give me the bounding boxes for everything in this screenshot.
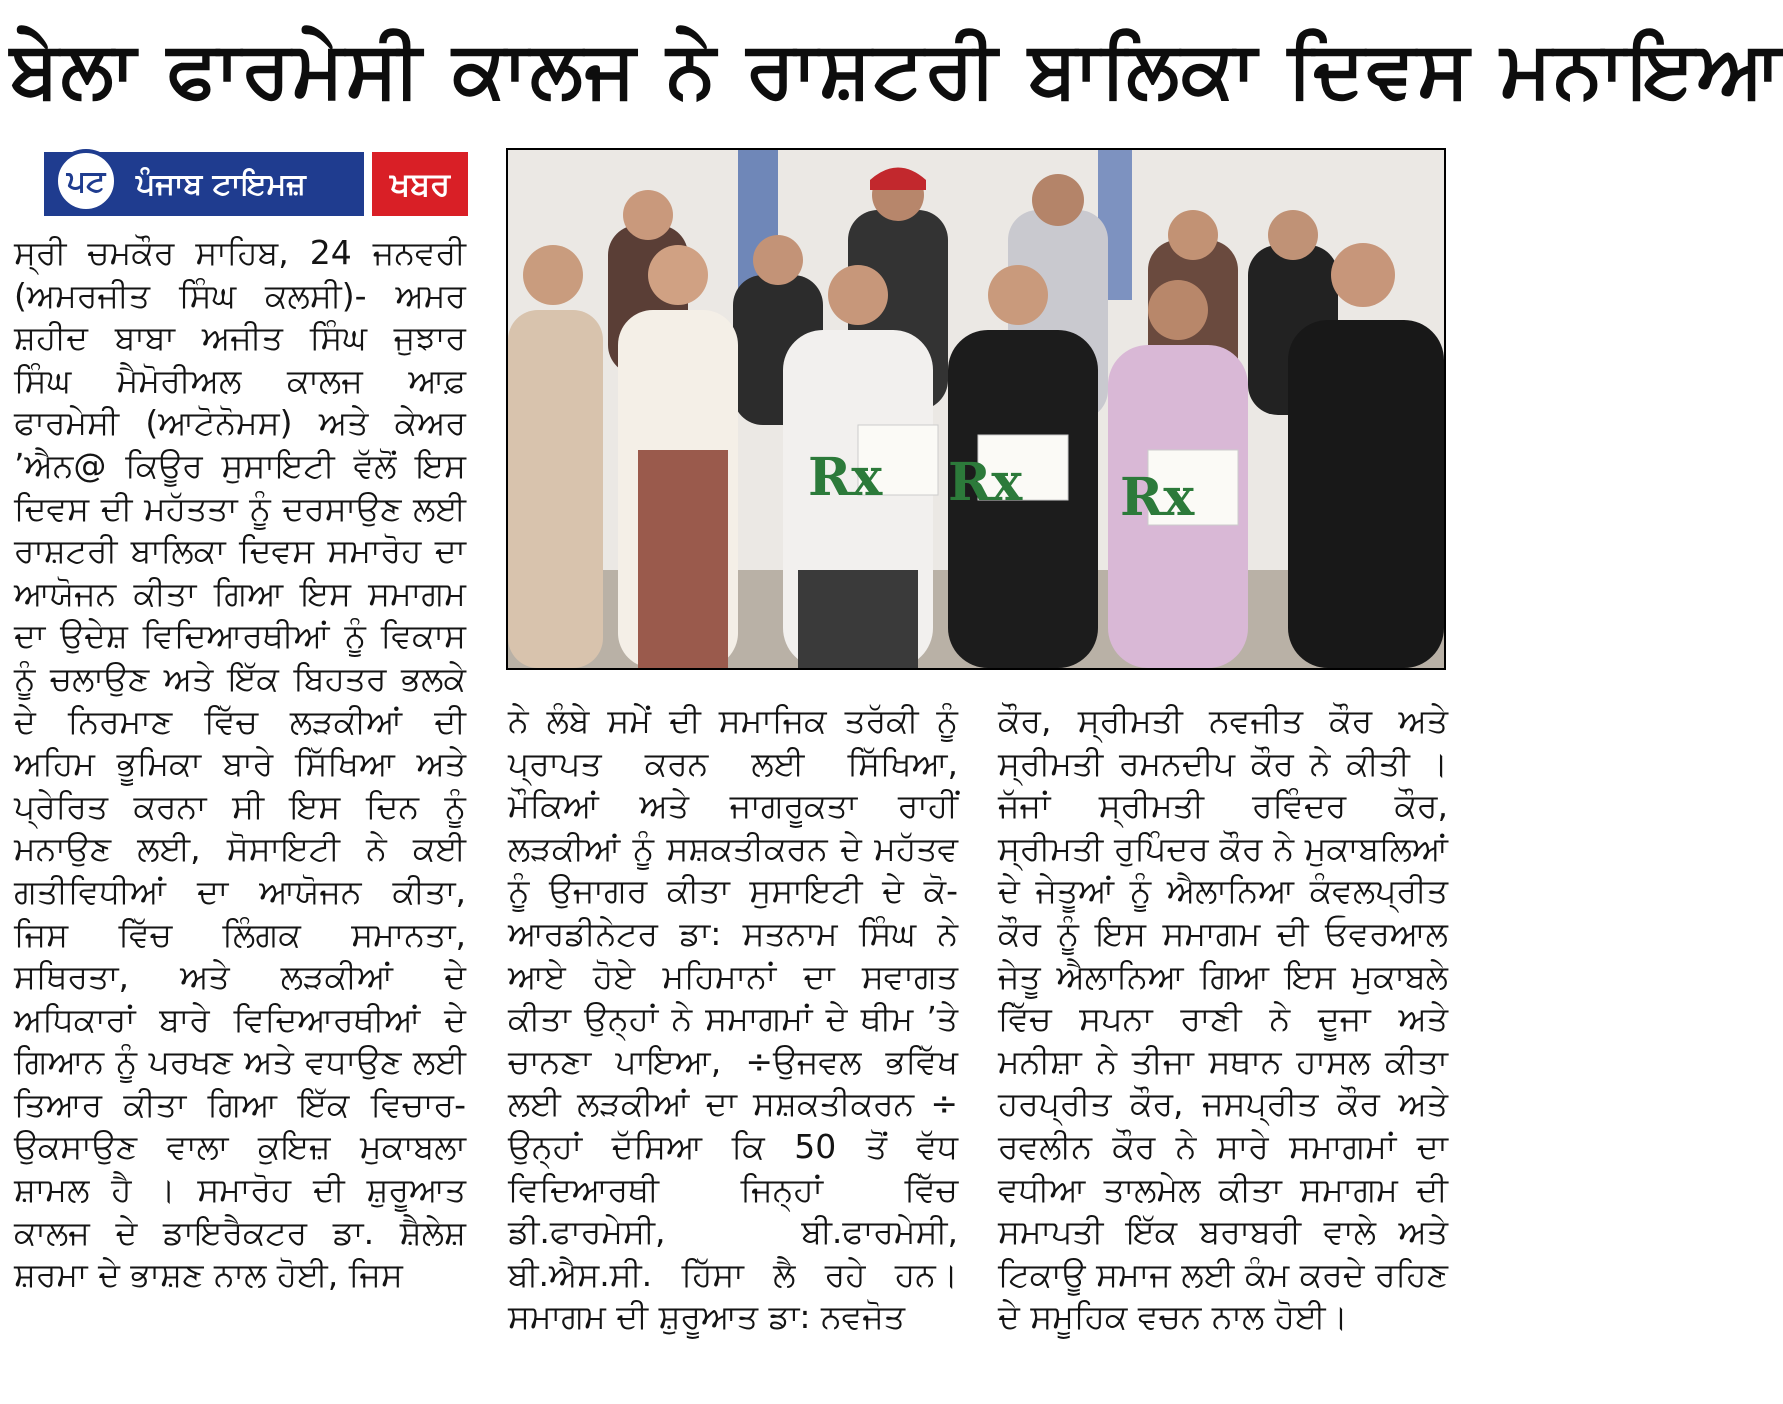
- news-tag: ਖਬਰ: [372, 152, 468, 216]
- group-photo: [506, 148, 1446, 670]
- article-column-1: ਸ੍ਰੀ ਚਮਕੌਰ ਸਾਹਿਬ, 24 ਜਨਵਰੀ (ਅਮਰਜੀਤ ਸਿੰਘ ਕਲਸੀ)- ਅਮਰ ਸ਼ਹੀਦ ਬਾਬਾ ਅਜੀਤ ਸਿੰਘ ਜੁਝਾਰ ਸਿੰਘ ਮੈਮੋਰੀਅਲ ਕਾਲਜ ਆਫ਼ ਫਾਰਮੇਸੀ (ਆਟੋਨੋਮਸ) ਅਤੇ ਕੇਅਰ ’ਐਨ@ ਕਿਊਰ ਸੁਸਾਇਟੀ ਵੱਲੋਂ ਇਸ ਦਿਵਸ ਦੀ ਮਹੱਤਤਾ ਨੂੰ ਦਰਸਾਉਣ ਲਈ ਰਾਸ਼ਟਰੀ ਬਾਲਿਕਾ ਦਿਵਸ ਸਮਾਰੋਹ ਦਾ ਆਯੋਜਨ ਕੀਤਾ ਗਿਆ ਇਸ ਸਮਾਗਮ ਦਾ ਉਦੇਸ਼ ਵਿਦਿਆਰਥੀਆਂ ਨੂੰ ਵਿਕਾਸ ਨੂੰ ਚਲਾਉਣ ਅਤੇ ਇੱਕ ਬਿਹਤਰ ਭਲਕੇ ਦੇ ਨਿਰਮਾਣ ਵਿੱਚ ਲੜਕੀਆਂ ਦੀ ਅਹਿਮ ਭੂਮਿਕਾ ਬਾਰੇ ਸਿੱਖਿਆ ਅਤੇ ਪ੍ਰੇਰਿਤ ਕਰਨਾ ਸੀ ਇਸ ਦਿਨ ਨੂੰ ਮਨਾਉਣ ਲਈ, ਸੋਸਾਇਟੀ ਨੇ ਕਈ ਗਤੀਵਿਧੀਆਂ ਦਾ ਆਯੋਜਨ ਕੀਤਾ, ਜਿਸ ਵਿੱਚ ਲਿੰਗਕ ਸਮਾਨਤਾ, ਸਥਿਰਤਾ, ਅਤੇ ਲੜਕੀਆਂ ਦੇ ਅਧਿਕਾਰਾਂ ਬਾਰੇ ਵਿਦਿਆਰਥੀਆਂ ਦੇ ਗਿਆਨ ਨੂੰ ਪਰਖਣ ਅਤੇ ਵਧਾਉਣ ਲਈ ਤਿਆਰ ਕੀਤਾ ਗਿਆ ਇੱਕ ਵਿਚਾਰ-ਉਕਸਾਉਣ ਵਾਲਾ ਕੁਇਜ਼ ਮੁਕਾਬਲਾ ਸ਼ਾਮਲ ਹੈ । ਸਮਾਰੋਹ ਦੀ ਸ਼ੁਰੂਆਤ ਕਾਲਜ ਦੇ ਡਾਇਰੈਕਟਰ ਡਾ. ਸ਼ੈਲੇਸ਼ ਸ਼ਰਮਾ ਦੇ ਭਾਸ਼ਣ ਨਾਲ ਹੋਈ, ਜਿਸ: [14, 233, 466, 1295]
- publication-badge: [44, 152, 468, 216]
- group-photo-illustration: [508, 150, 1444, 668]
- article-column-2: ਨੇ ਲੰਬੇ ਸਮੇਂ ਦੀ ਸਮਾਜਿਕ ਤਰੱਕੀ ਨੂੰ ਪ੍ਰਾਪਤ ਕਰਨ ਲਈ ਸਿੱਖਿਆ, ਮੌਕਿਆਂ ਅਤੇ ਜਾਗਰੂਕਤਾ ਰਾਹੀਂ ਲੜਕੀਆਂ ਨੂੰ ਸਸ਼ਕਤੀਕਰਨ ਦੇ ਮਹੱਤਵ ਨੂੰ ਉਜਾਗਰ ਕੀਤਾ ਸੁਸਾਇਟੀ ਦੇ ਕੋ-ਆਰਡੀਨੇਟਰ ਡਾ: ਸਤਨਾਮ ਸਿੰਘ ਨੇ ਆਏ ਹੋਏ ਮਹਿਮਾਨਾਂ ਦਾ ਸਵਾਗਤ ਕੀਤਾ ਉਨ੍ਹਾਂ ਨੇ ਸਮਾਗਮਾਂ ਦੇ ਥੀਮ ’ਤੇ ਚਾਨਣਾ ਪਾਇਆ, ÷ਉਜਵਲ ਭਵਿੱਖ ਲਈ ਲੜਕੀਆਂ ਦਾ ਸਸ਼ਕਤੀਕਰਨ ÷ ਉਨ੍ਹਾਂ ਦੱਸਿਆ ਕਿ 50 ਤੋਂ ਵੱਧ ਵਿਦਿਆਰਥੀ ਜਿਨ੍ਹਾਂ ਵਿੱਚ ਡੀ.ਫਾਰਮੇਸੀ, ਬੀ.ਫਾਰਮੇਸੀ, ਬੀ.ਐਸ.ਸੀ. ਹਿੱਸਾ ਲੈ ਰਹੇ ਹਨ। ਸਮਾਗਮ ਦੀ ਸ਼ੁਰੂਆਤ ਡਾ: ਨਵਜੋਤ: [508, 701, 958, 1337]
- rx-trophy-3: Rx: [1120, 467, 1195, 528]
- publication-logo-icon: ਪਟ: [54, 149, 118, 213]
- publication-brand: [44, 152, 364, 216]
- rx-trophy-1: Rx: [808, 447, 883, 508]
- headline: ਬੇਲਾ ਫਾਰਮੇਸੀ ਕਾਲਜ ਨੇ ਰਾਸ਼ਟਰੀ ਬਾਲਿਕਾ ਦਿਵਸ ਮਨਾਇਆ: [10, 25, 1783, 115]
- article-column-3: ਕੌਰ, ਸ੍ਰੀਮਤੀ ਨਵਜੀਤ ਕੌਰ ਅਤੇ ਸ੍ਰੀਮਤੀ ਰਮਨਦੀਪ ਕੌਰ ਨੇ ਕੀਤੀ । ਜੱਜਾਂ ਸ੍ਰੀਮਤੀ ਰਵਿੰਦਰ ਕੌਰ, ਸ੍ਰੀਮਤੀ ਰੁਪਿੰਦਰ ਕੌਰ ਨੇ ਮੁਕਾਬਲਿਆਂ ਦੇ ਜੇਤੂਆਂ ਨੂੰ ਐਲਾਨਿਆ ਕੰਵਲਪ੍ਰੀਤ ਕੌਰ ਨੂੰ ਇਸ ਸਮਾਗਮ ਦੀ ਓਵਰਆਲ ਜੇਤੂ ਐਲਾਨਿਆ ਗਿਆ ਇਸ ਮੁਕਾਬਲੇ ਵਿੱਚ ਸਪਨਾ ਰਾਣੀ ਨੇ ਦੂਜਾ ਅਤੇ ਮਨੀਸ਼ਾ ਨੇ ਤੀਜਾ ਸਥਾਨ ਹਾਸਲ ਕੀਤਾ ਹਰਪ੍ਰੀਤ ਕੌਰ, ਜਸਪ੍ਰੀਤ ਕੌਰ ਅਤੇ ਰਵਲੀਨ ਕੌਰ ਨੇ ਸਾਰੇ ਸਮਾਗਮਾਂ ਦਾ ਵਧੀਆ ਤਾਲਮੇਲ ਕੀਤਾ ਸਮਾਗਮ ਦੀ ਸਮਾਪਤੀ ਇੱਕ ਬਰਾਬਰੀ ਵਾਲੇ ਅਤੇ ਟਿਕਾਊ ਸਮਾਜ ਲਈ ਕੰਮ ਕਰਦੇ ਰਹਿਣ ਦੇ ਸਮੂਹਿਕ ਵਚਨ ਨਾਲ ਹੋਈ।: [998, 701, 1448, 1337]
- publication-name: ਪੰਜਾਬ ਟਾਇਮਜ਼: [136, 166, 306, 202]
- rx-trophy-2: Rx: [948, 452, 1023, 513]
